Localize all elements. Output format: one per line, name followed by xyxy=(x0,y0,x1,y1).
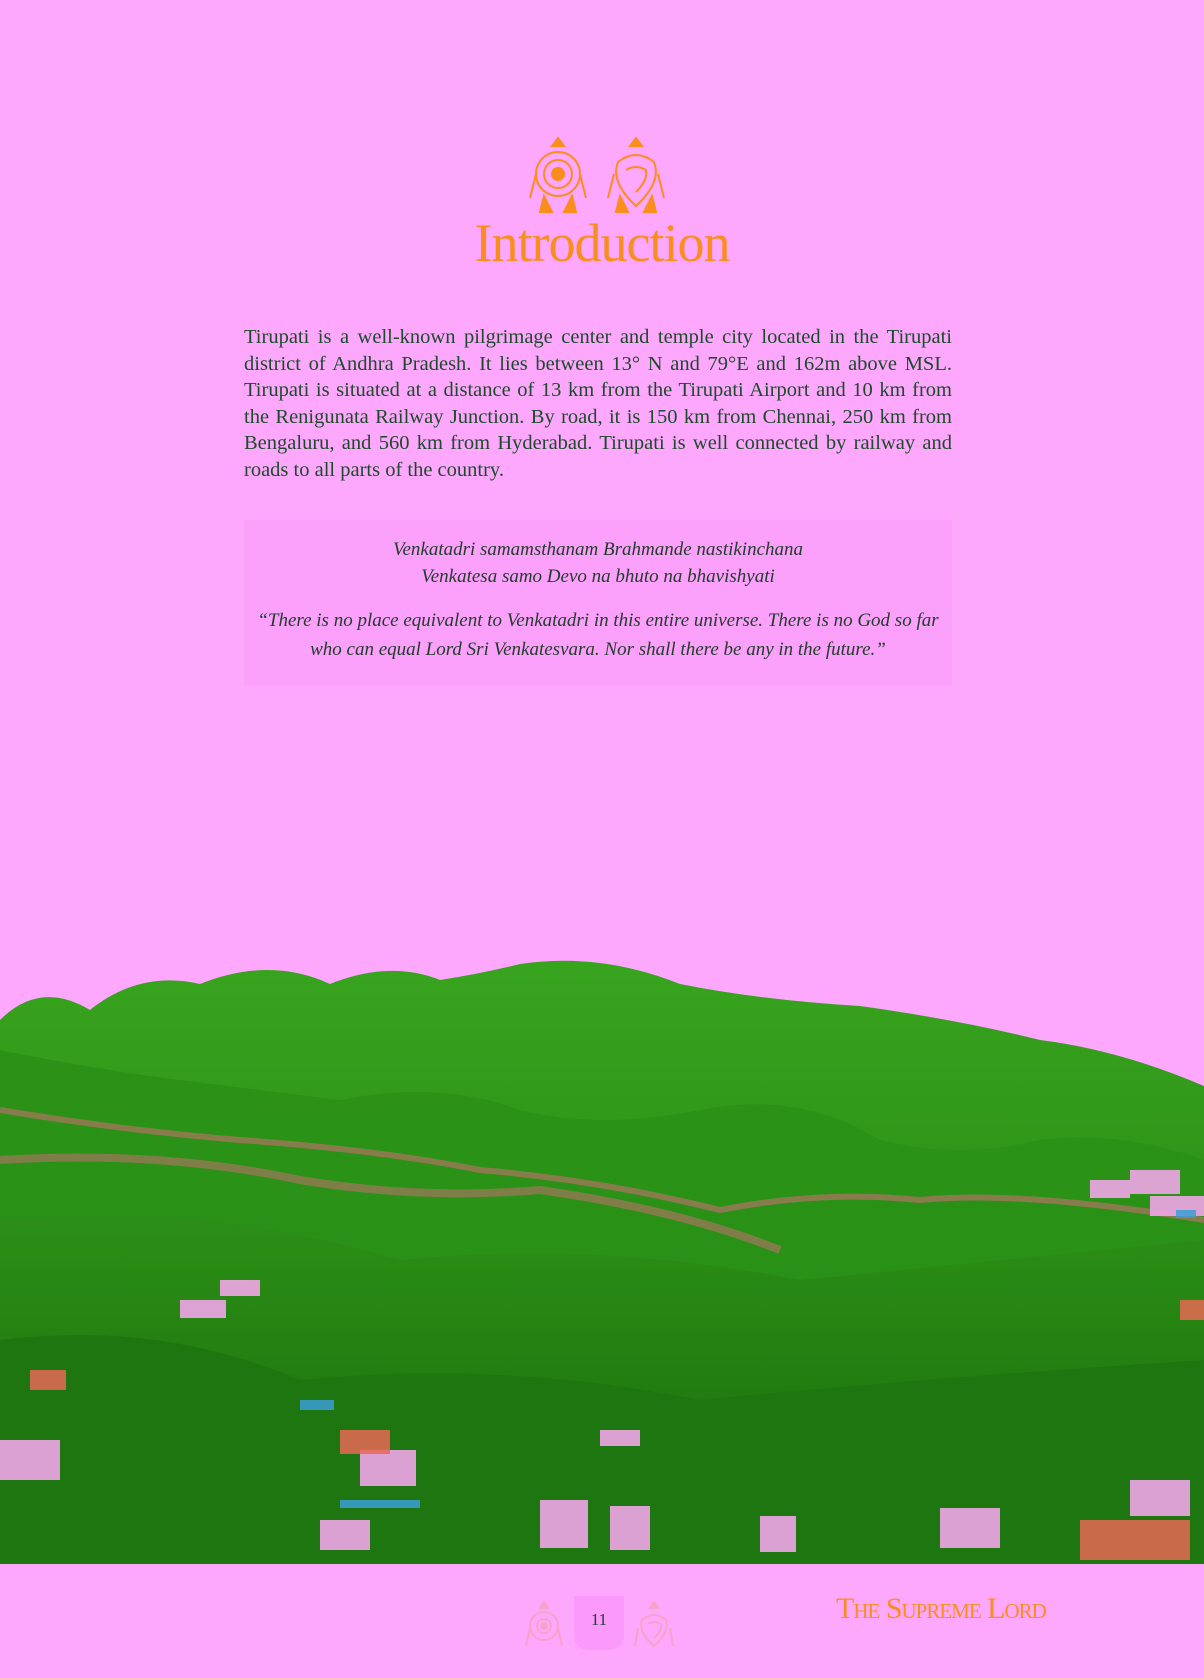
sloka-verse xyxy=(244,536,952,590)
page-number: 11 xyxy=(590,1610,608,1629)
sloka-line-2: Venkatesa samo Devo na bhuto na bhavishyati xyxy=(421,566,775,587)
landscape-image xyxy=(0,960,1204,1564)
intro-paragraph: Tirupati is a well-known pilgrimage center and temple city located in the Tirupati district of Andhra Pradesh. It lies between 13° N and 79°E and 162m above MSL. Tirupati is situated at a distance of 13 km from the Tirupati Airport and 10 km from the Renigunata Railway Junction. By road, it is 150 km from Chennai, 250 km from Bengaluru, and 560 km from Hyderabad. Tirupati is well connected by railway and roads to all parts of the country. xyxy=(244,326,952,481)
sloka-translation: “There is no place equivalent to Venkatadri in this entire universe. There is no God so far who can equal Lord Sri Venkatesvara. Nor shall there be any in the future.” xyxy=(257,610,939,660)
brand-wordmark: The Supreme Lord xyxy=(836,1592,1046,1625)
sloka-line-1: Venkatadri samamsthanam Brahmande nastikinchana xyxy=(392,539,804,560)
conch-emblem-icon xyxy=(608,138,664,212)
header-emblems xyxy=(528,134,678,216)
footer-chakra-icon xyxy=(524,1600,564,1650)
page-title: Introduction xyxy=(474,213,730,273)
chakra-emblem-icon xyxy=(530,138,586,212)
footer-conch-icon xyxy=(634,1600,674,1650)
